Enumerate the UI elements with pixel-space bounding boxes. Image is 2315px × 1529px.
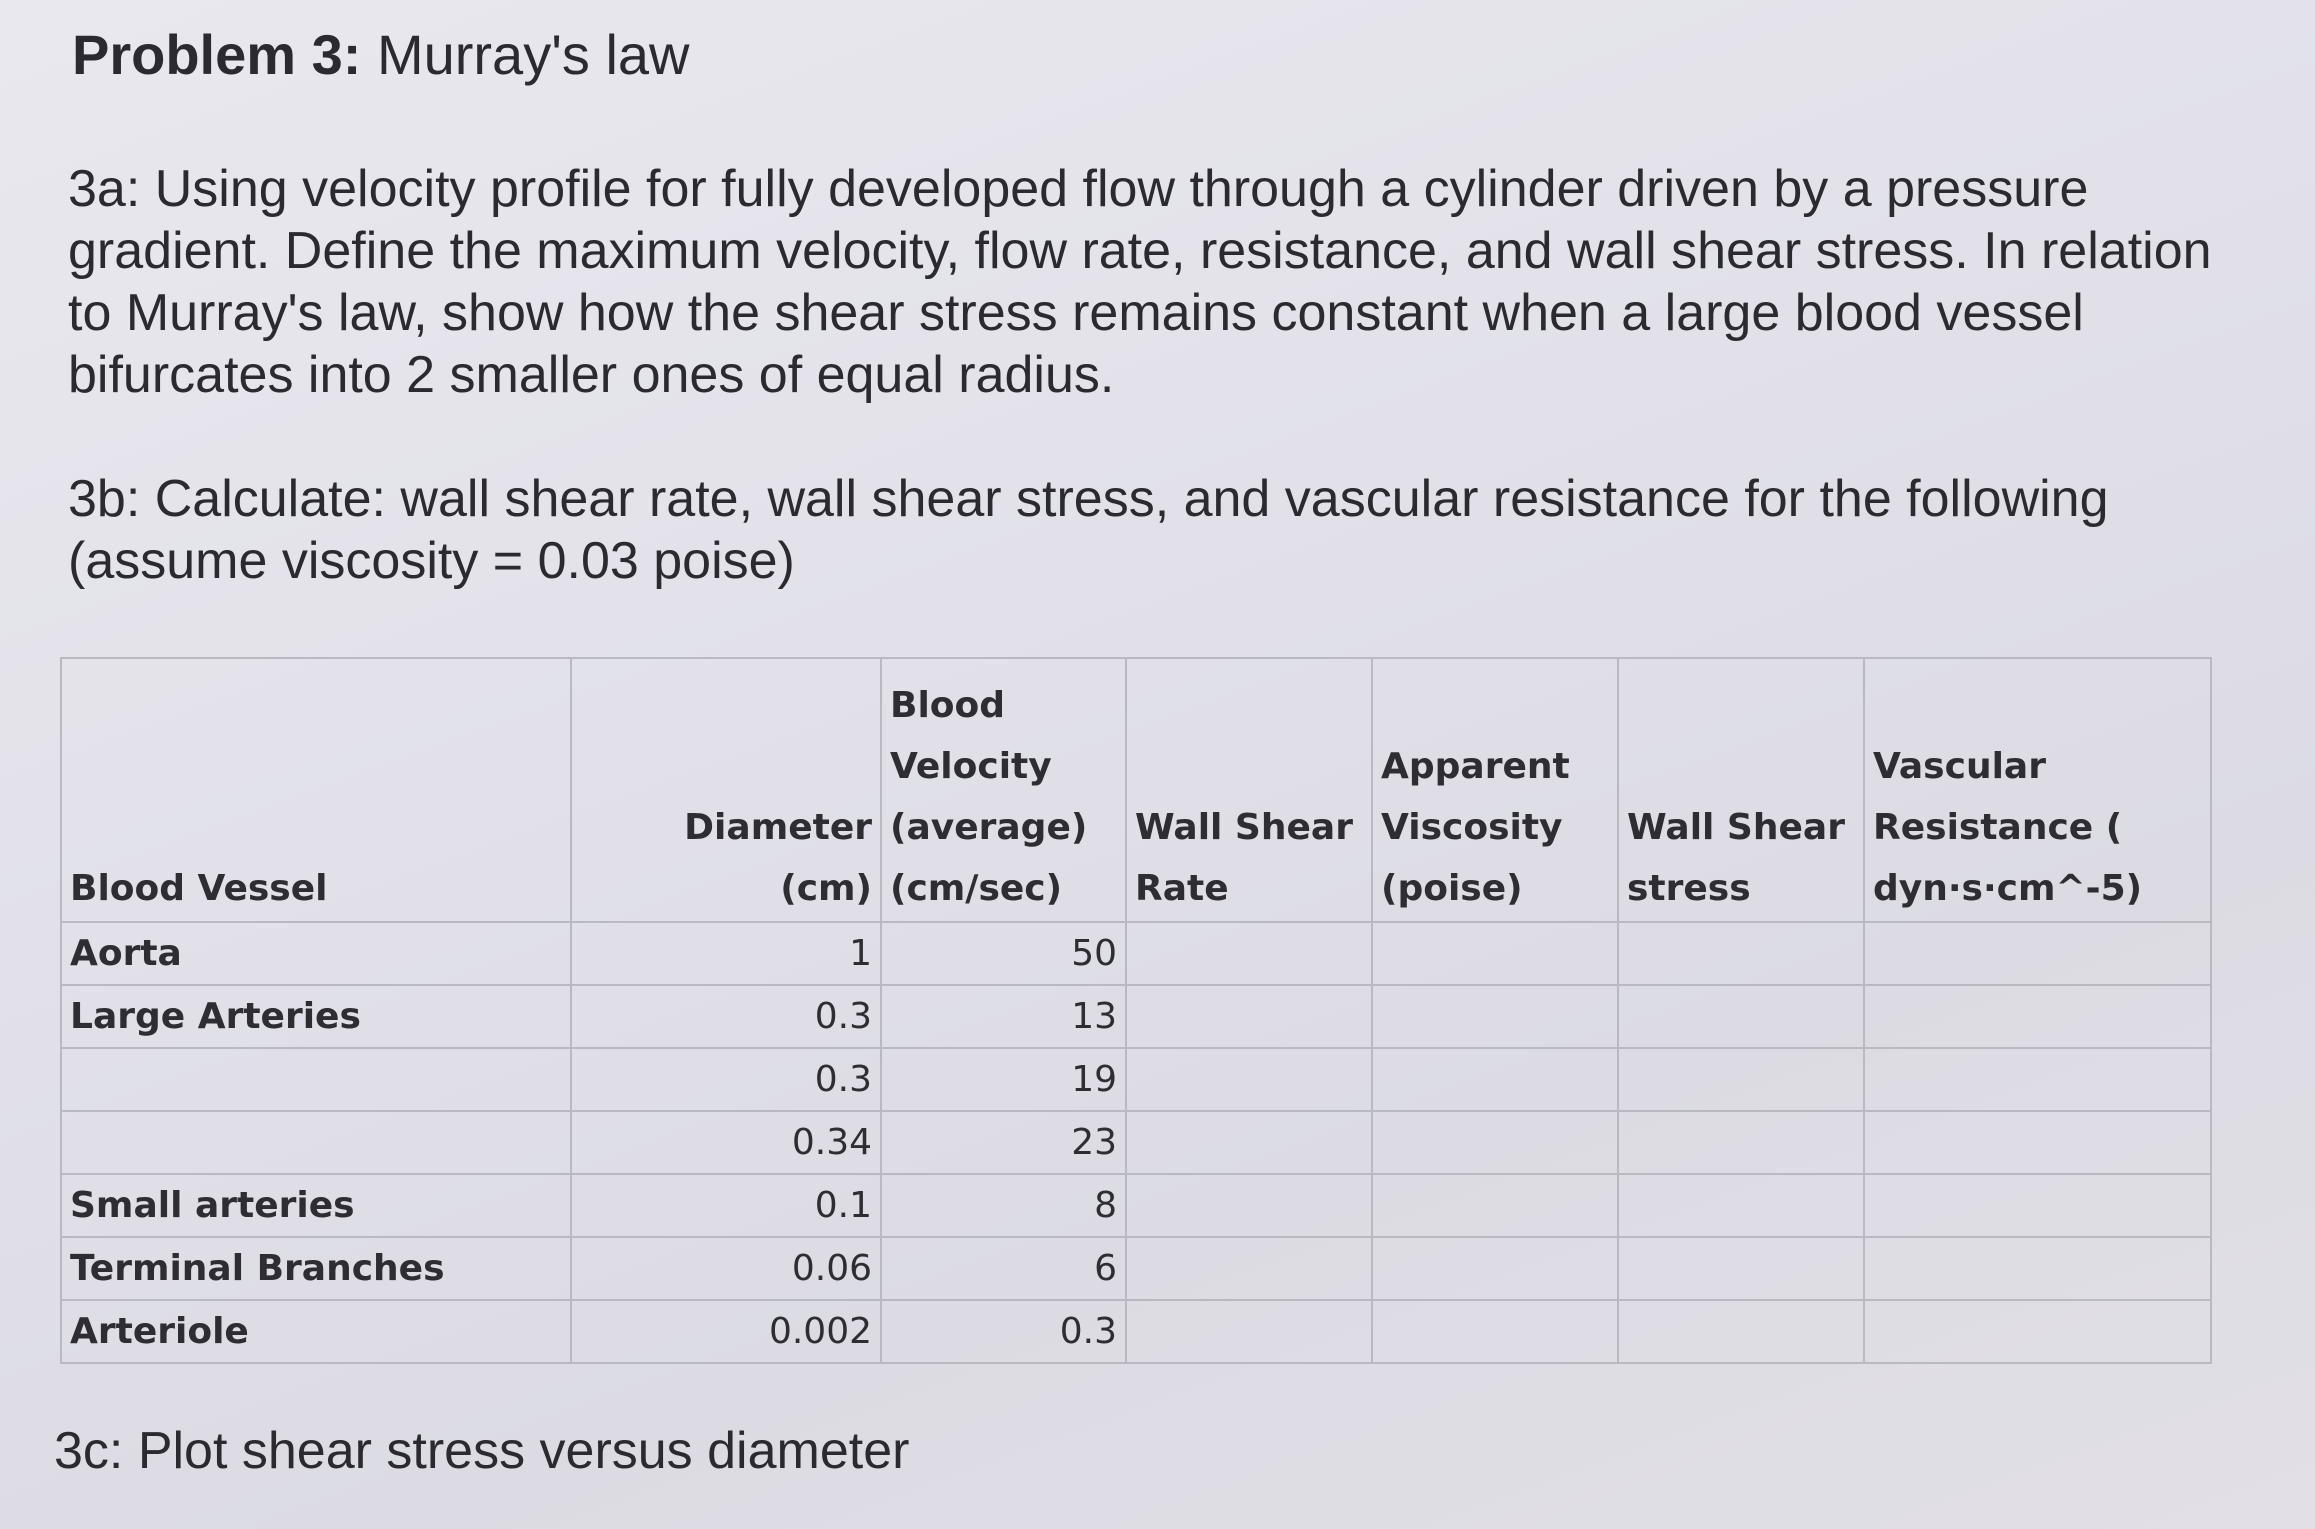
cell-apparent-viscosity[interactable] — [1372, 1111, 1618, 1174]
cell-velocity[interactable]: 50 — [881, 922, 1126, 985]
cell-apparent-viscosity[interactable] — [1372, 1174, 1618, 1237]
header-blood-vessel: Blood Vessel — [61, 658, 571, 922]
table-row — [61, 1237, 2211, 1300]
cell-vessel[interactable] — [61, 1048, 571, 1111]
cell-velocity[interactable]: 19 — [881, 1048, 1126, 1111]
problem-title — [72, 22, 689, 87]
table-row — [61, 1174, 2211, 1237]
part-b-question: 3b: Calculate: wall shear rate, wall shear stress, and vascular resistance for the following (assume viscosity = 0.03 poise) — [68, 470, 2109, 590]
table-row — [61, 1111, 2211, 1174]
cell-vessel[interactable]: Terminal Branches — [61, 1237, 571, 1300]
cell-wall-shear-rate[interactable] — [1126, 1048, 1372, 1111]
cell-wall-shear-stress[interactable] — [1618, 1174, 1864, 1237]
problem-topic: Murray's law — [376, 23, 690, 86]
header-blood-velocity: Blood Velocity (average) (cm/sec) — [881, 658, 1126, 922]
cell-diameter[interactable]: 0.06 — [571, 1237, 881, 1300]
cell-wall-shear-stress[interactable] — [1618, 1237, 1864, 1300]
cell-vascular-resistance[interactable] — [1864, 922, 2211, 985]
cell-velocity[interactable]: 23 — [881, 1111, 1126, 1174]
cell-wall-shear-rate[interactable] — [1126, 1111, 1372, 1174]
cell-vessel[interactable] — [61, 1111, 571, 1174]
cell-wall-shear-rate[interactable] — [1126, 1300, 1372, 1363]
cell-velocity[interactable]: 0.3 — [881, 1300, 1126, 1363]
cell-vascular-resistance[interactable] — [1864, 1237, 2211, 1300]
cell-diameter[interactable]: 0.1 — [571, 1174, 881, 1237]
cell-apparent-viscosity[interactable] — [1372, 985, 1618, 1048]
cell-wall-shear-stress[interactable] — [1618, 1300, 1864, 1363]
table-row — [61, 985, 2211, 1048]
cell-wall-shear-stress[interactable] — [1618, 985, 1864, 1048]
cell-vascular-resistance[interactable] — [1864, 1111, 2211, 1174]
cell-vascular-resistance[interactable] — [1864, 1048, 2211, 1111]
cell-apparent-viscosity[interactable] — [1372, 1048, 1618, 1111]
cell-diameter[interactable]: 0.34 — [571, 1111, 881, 1174]
table-row — [61, 1300, 2211, 1363]
problem-number: Problem 3: — [72, 23, 362, 86]
cell-velocity[interactable]: 8 — [881, 1174, 1126, 1237]
cell-apparent-viscosity[interactable] — [1372, 1300, 1618, 1363]
cell-diameter[interactable]: 0.002 — [571, 1300, 881, 1363]
cell-wall-shear-stress[interactable] — [1618, 922, 1864, 985]
cell-vessel[interactable]: Arteriole — [61, 1300, 571, 1363]
cell-wall-shear-rate[interactable] — [1126, 985, 1372, 1048]
hemodynamics-table — [60, 657, 2212, 1364]
cell-vessel[interactable]: Small arteries — [61, 1174, 571, 1237]
cell-diameter[interactable]: 0.3 — [571, 1048, 881, 1111]
cell-velocity[interactable]: 13 — [881, 985, 1126, 1048]
header-apparent-viscosity: Apparent Viscosity (poise) — [1372, 658, 1618, 922]
table-header-row — [61, 658, 2211, 922]
cell-wall-shear-rate[interactable] — [1126, 922, 1372, 985]
cell-diameter[interactable]: 1 — [571, 922, 881, 985]
cell-vessel[interactable]: Large Arteries — [61, 985, 571, 1048]
cell-wall-shear-rate[interactable] — [1126, 1174, 1372, 1237]
part-c-question: 3c: Plot shear stress versus diameter — [54, 1422, 910, 1480]
cell-velocity[interactable]: 6 — [881, 1237, 1126, 1300]
cell-vascular-resistance[interactable] — [1864, 1300, 2211, 1363]
header-vascular-resistance: Vascular Resistance ( dyn·s·cm^-5) — [1864, 658, 2211, 922]
cell-apparent-viscosity[interactable] — [1372, 1237, 1618, 1300]
cell-wall-shear-stress[interactable] — [1618, 1111, 1864, 1174]
header-diameter: Diameter (cm) — [571, 658, 881, 922]
cell-wall-shear-rate[interactable] — [1126, 1237, 1372, 1300]
header-wall-shear-stress: Wall Shear stress — [1618, 658, 1864, 922]
cell-vascular-resistance[interactable] — [1864, 985, 2211, 1048]
cell-wall-shear-stress[interactable] — [1618, 1048, 1864, 1111]
table-row — [61, 1048, 2211, 1111]
cell-apparent-viscosity[interactable] — [1372, 922, 1618, 985]
header-wall-shear-rate: Wall Shear Rate — [1126, 658, 1372, 922]
hemodynamics-table-container — [60, 657, 2210, 1364]
cell-diameter[interactable]: 0.3 — [571, 985, 881, 1048]
cell-vessel[interactable]: Aorta — [61, 922, 571, 985]
cell-vascular-resistance[interactable] — [1864, 1174, 2211, 1237]
table-row — [61, 922, 2211, 985]
part-a-question: 3a: Using velocity profile for fully developed flow through a cylinder driven by a pressure gradient. Define the maximum velocity, flow rate, resistance, and wall shear stress. In relation to Murray's law, show how the shear stress remains constant when a large blood vessel bifurcates into 2 smaller ones of equal radius. — [68, 160, 2212, 404]
